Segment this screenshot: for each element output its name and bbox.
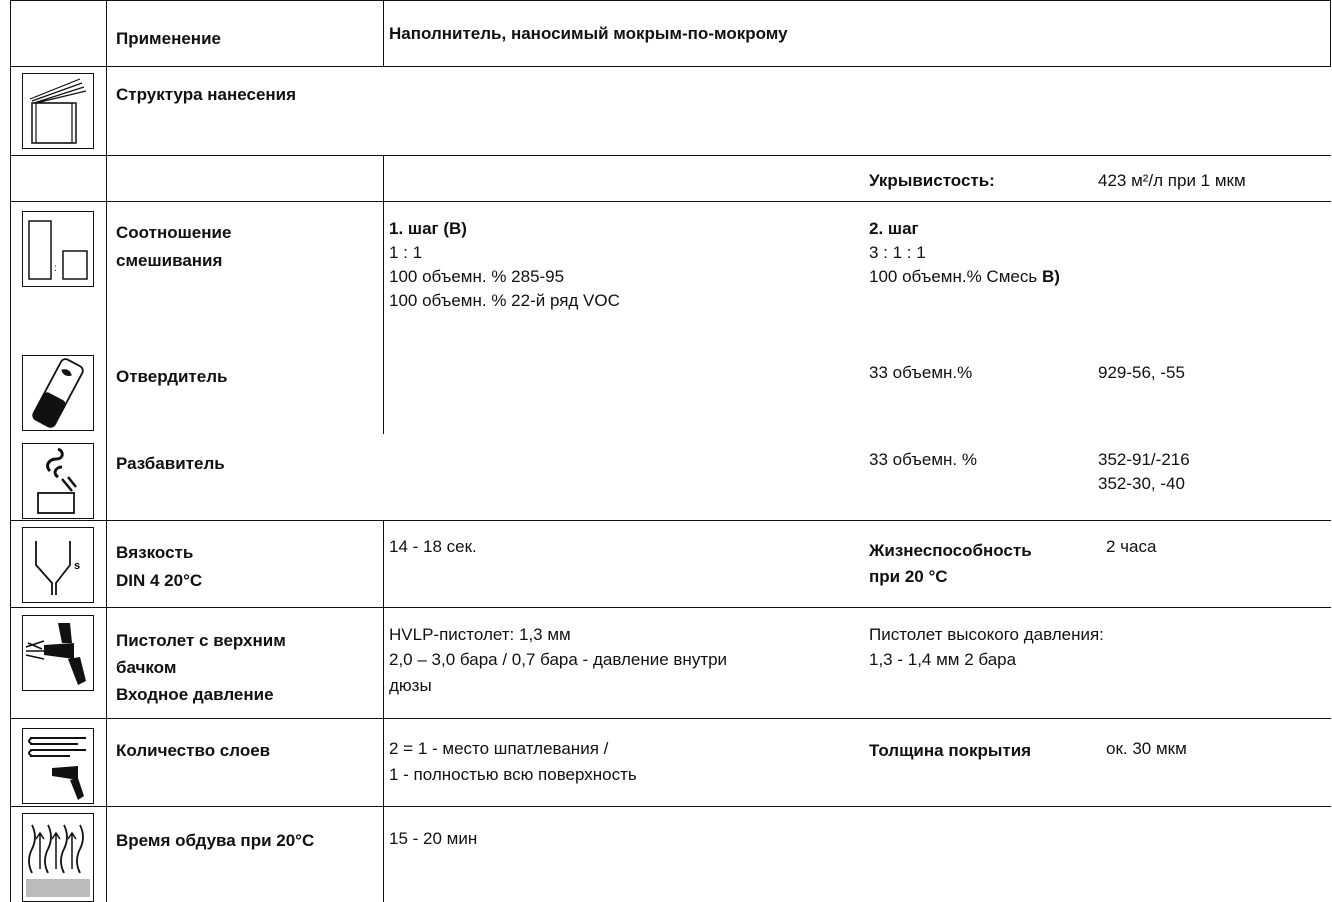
hardener-code: 929-56, -55 xyxy=(1098,363,1185,382)
step2-title: 2. шаг xyxy=(869,219,919,238)
outer-left-border xyxy=(10,0,11,902)
row-line-viscosity xyxy=(10,520,1331,521)
thinner-amount: 33 объемн. % xyxy=(869,450,977,469)
step2-mix xyxy=(869,266,1060,288)
viscosity-label-line2: DIN 4 20°C xyxy=(116,571,203,590)
viscosity-cup-icon xyxy=(22,527,94,603)
col-divider-label-a xyxy=(383,0,384,66)
header-product: Наполнитель, наносимый мокрым-по-мокрому xyxy=(389,24,788,43)
thickness-value: ок. 30 мкм xyxy=(1106,739,1187,758)
coats-label: Количество слоев xyxy=(116,741,271,760)
hvlp-line: HVLP-пистолет: 1,3 мм xyxy=(389,625,571,644)
step1-line: 100 объемн. % 22-й ряд VOC xyxy=(389,291,620,310)
coats-line: 2 = 1 - место шпатлевания / xyxy=(389,739,609,758)
svg-text:s: s xyxy=(74,560,81,572)
thinner-icon xyxy=(22,443,94,519)
gun-label-line1: Пистолет с верхним xyxy=(116,631,286,650)
structure-label: Структура нанесения xyxy=(116,85,297,104)
step1-line: 1 : 1 xyxy=(389,243,423,262)
coats-spray-icon xyxy=(22,728,94,804)
hardener-can-icon xyxy=(22,355,94,431)
col-divider-icon xyxy=(106,0,107,902)
row-line-coats xyxy=(10,718,1331,719)
row-line-gun xyxy=(10,607,1331,608)
outer-right-border xyxy=(1330,0,1331,67)
mixing-ratio-icon xyxy=(22,211,94,287)
high-pressure-line: Пистолет высокого давления: xyxy=(869,625,1104,644)
row-line-flash xyxy=(10,806,1331,807)
step2-ratio: 3 : 1 : 1 xyxy=(869,243,926,262)
hvlp-line: 2,0 – 3,0 бара / 0,7 бара - давление внутри xyxy=(389,650,728,669)
coverage-label: Укрывистость: xyxy=(869,171,995,190)
header-bottom-line xyxy=(10,66,1331,67)
step2-mix-bold: B) xyxy=(1041,267,1060,286)
potlife-value: 2 часа xyxy=(1106,537,1157,556)
svg-text::: : xyxy=(54,263,57,274)
viscosity-label-line1: Вязкость xyxy=(116,543,194,562)
gun-label-line2: бачком xyxy=(116,658,177,677)
layers-icon xyxy=(22,73,94,149)
thinner-code: 352-91/-216 xyxy=(1098,450,1190,469)
header-application: Применение xyxy=(116,29,221,48)
step1-line: 100 объемн. % 285-95 xyxy=(389,267,565,286)
col-divider-label-c xyxy=(383,520,384,902)
thinner-label: Разбавитель xyxy=(116,454,225,473)
gun-label-line3: Входное давление xyxy=(116,685,274,704)
flash-label: Время обдува при 20°C xyxy=(116,831,315,850)
step1-title: 1. шаг (B) xyxy=(389,219,467,238)
mixing-label-line2: смешивания xyxy=(116,251,223,270)
hardener-label: Отвердитель xyxy=(116,367,228,386)
flash-value: 15 - 20 мин xyxy=(389,829,478,848)
spray-gun-icon xyxy=(22,615,94,691)
potlife-label-line2: при 20 °C xyxy=(869,567,948,586)
thickness-label: Толщина покрытия xyxy=(869,741,1032,760)
potlife-label-line1: Жизнеспособность xyxy=(869,541,1032,560)
thinner-code: 352-30, -40 xyxy=(1098,474,1185,493)
hardener-amount: 33 объемн.% xyxy=(869,363,973,382)
hvlp-line: дюзы xyxy=(389,676,432,695)
coats-line: 1 - полностью всю поверхность xyxy=(389,765,637,784)
mixing-label-line1: Соотношение xyxy=(116,223,232,242)
table-top-border xyxy=(10,0,1331,1)
flash-off-icon xyxy=(22,813,94,902)
coverage-value: 423 м²/л при 1 мкм xyxy=(1098,171,1246,190)
col-divider-label-b xyxy=(383,155,384,434)
row-line-coverage xyxy=(10,201,1331,202)
row-line-structure xyxy=(10,155,1331,156)
step2-mix-text: 100 объемн.% Смесь xyxy=(869,267,1042,286)
viscosity-value: 14 - 18 сек. xyxy=(389,537,477,556)
high-pressure-line: 1,3 - 1,4 мм 2 бара xyxy=(869,650,1017,669)
